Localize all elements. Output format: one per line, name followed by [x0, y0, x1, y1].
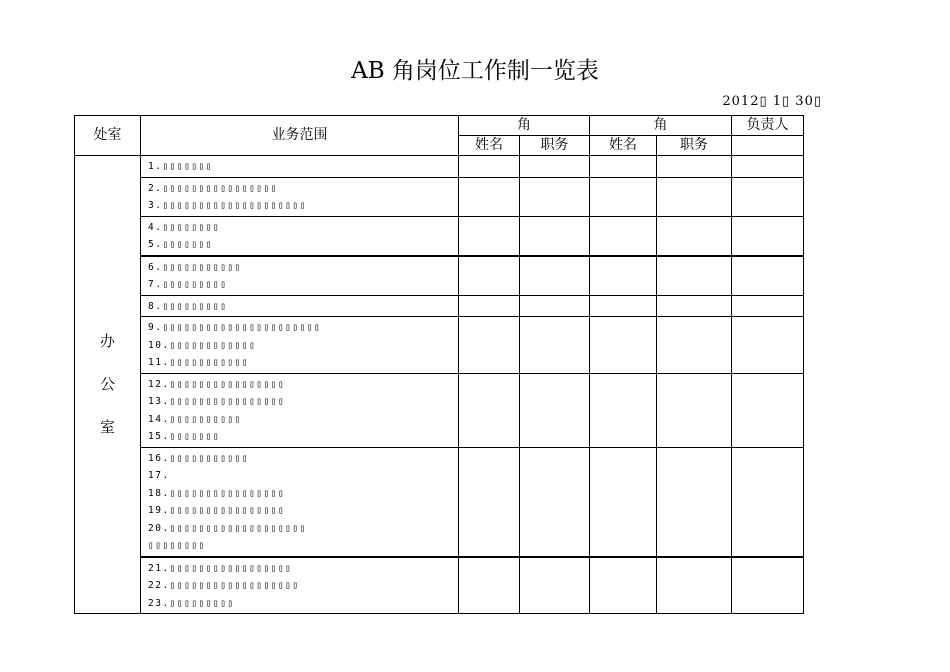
- task-list: [141, 156, 459, 178]
- task-list: [141, 557, 459, 614]
- task-item: 4.▯▯▯▯▯▯▯▯: [148, 221, 221, 233]
- b-duty-cell: [657, 256, 732, 296]
- header-scope: 业务范围: [141, 116, 459, 156]
- header-duty-b: 职务: [657, 136, 732, 156]
- b-duty-cell: [657, 156, 732, 178]
- b-name-cell: [590, 373, 657, 447]
- a-name-cell: [459, 156, 520, 178]
- b-duty-cell: [657, 447, 732, 557]
- header-b-role: 角: [590, 116, 732, 136]
- task-list: [141, 373, 459, 447]
- task-item: 1.▯▯▯▯▯▯▯: [148, 161, 213, 172]
- a-duty-cell: [520, 557, 590, 614]
- a-name-cell: [459, 216, 520, 256]
- ab-role-table: [74, 115, 804, 614]
- a-duty-cell: [520, 317, 590, 374]
- header-owner-sub: [732, 136, 804, 156]
- task-item: 19.▯▯▯▯▯▯▯▯▯▯▯▯▯▯▯▯: [148, 505, 286, 516]
- b-name-cell: [590, 557, 657, 614]
- task-item: 5.▯▯▯▯▯▯▯: [148, 239, 213, 250]
- header-name-a: 姓名: [459, 136, 520, 156]
- a-duty-cell: [520, 295, 590, 317]
- table-row: [75, 317, 804, 374]
- owner-cell: [732, 216, 804, 256]
- task-item: 17.: [148, 470, 170, 481]
- table-body: [75, 116, 804, 614]
- task-item: 15.▯▯▯▯▯▯▯: [148, 431, 221, 442]
- table-row: [75, 447, 804, 557]
- b-duty-cell: [657, 373, 732, 447]
- b-name-cell: [590, 177, 657, 216]
- owner-cell: [732, 557, 804, 614]
- task-item: 23.▯▯▯▯▯▯▯▯▯: [148, 597, 235, 609]
- header-duty-a: 职务: [520, 136, 590, 156]
- owner-cell: [732, 156, 804, 178]
- department-char: 室: [99, 418, 115, 436]
- task-item: 9.▯▯▯▯▯▯▯▯▯▯▯▯▯▯▯▯▯▯▯▯▯▯: [148, 322, 322, 333]
- task-list: [141, 256, 459, 296]
- task-item: 18.▯▯▯▯▯▯▯▯▯▯▯▯▯▯▯▯: [148, 487, 286, 499]
- table-row: [75, 177, 804, 216]
- b-name-cell: [590, 447, 657, 557]
- task-item: 21.▯▯▯▯▯▯▯▯▯▯▯▯▯▯▯▯▯: [148, 562, 293, 574]
- table-row: [75, 216, 804, 256]
- table-row: [75, 156, 804, 178]
- task-item: 14.▯▯▯▯▯▯▯▯▯▯: [148, 413, 242, 425]
- task-item: 11.▯▯▯▯▯▯▯▯▯▯▯: [148, 357, 250, 368]
- task-item: 20.▯▯▯▯▯▯▯▯▯▯▯▯▯▯▯▯▯▯▯▯▯▯▯▯▯▯▯: [148, 522, 307, 551]
- b-name-cell: [590, 256, 657, 296]
- task-item: 8.▯▯▯▯▯▯▯▯▯: [148, 300, 228, 312]
- a-duty-cell: [520, 447, 590, 557]
- b-duty-cell: [657, 557, 732, 614]
- a-name-cell: [459, 295, 520, 317]
- task-item: 3.▯▯▯▯▯▯▯▯▯▯▯▯▯▯▯▯▯▯▯▯: [148, 200, 307, 211]
- b-name-cell: [590, 295, 657, 317]
- a-name-cell: [459, 447, 520, 557]
- task-item: 2.▯▯▯▯▯▯▯▯▯▯▯▯▯▯▯▯: [148, 182, 278, 194]
- task-list: [141, 216, 459, 256]
- a-name-cell: [459, 373, 520, 447]
- owner-cell: [732, 256, 804, 296]
- owner-cell: [732, 373, 804, 447]
- b-duty-cell: [657, 177, 732, 216]
- document-date: 2012▯ 1▯ 30▯: [722, 94, 822, 109]
- owner-cell: [732, 317, 804, 374]
- task-item: 12.▯▯▯▯▯▯▯▯▯▯▯▯▯▯▯▯: [148, 378, 286, 390]
- a-name-cell: [459, 256, 520, 296]
- task-list: [141, 177, 459, 216]
- owner-cell: [732, 177, 804, 216]
- table-row: [75, 373, 804, 447]
- a-duty-cell: [520, 216, 590, 256]
- table-row: [75, 295, 804, 317]
- task-item: 16.▯▯▯▯▯▯▯▯▯▯▯: [148, 452, 250, 464]
- a-name-cell: [459, 317, 520, 374]
- b-duty-cell: [657, 317, 732, 374]
- a-duty-cell: [520, 256, 590, 296]
- task-list: [141, 447, 459, 557]
- header-dept: 处室: [75, 116, 141, 156]
- a-duty-cell: [520, 373, 590, 447]
- a-name-cell: [459, 557, 520, 614]
- b-name-cell: [590, 216, 657, 256]
- task-item: 22.▯▯▯▯▯▯▯▯▯▯▯▯▯▯▯▯▯▯: [148, 580, 300, 591]
- b-name-cell: [590, 317, 657, 374]
- task-item: 6.▯▯▯▯▯▯▯▯▯▯▯: [148, 261, 242, 273]
- department-char: 办: [99, 332, 115, 350]
- a-duty-cell: [520, 156, 590, 178]
- b-duty-cell: [657, 295, 732, 317]
- task-list: [141, 295, 459, 317]
- page-title: AB 角岗位工作制一览表: [351, 58, 599, 84]
- department-cell: [75, 156, 141, 614]
- department-char: 公: [99, 375, 115, 393]
- a-name-cell: [459, 177, 520, 216]
- header-name-b: 姓名: [590, 136, 657, 156]
- header-a-role: 角: [459, 116, 590, 136]
- b-name-cell: [590, 156, 657, 178]
- table-row: [75, 557, 804, 614]
- task-item: 10.▯▯▯▯▯▯▯▯▯▯▯▯: [148, 339, 257, 351]
- b-duty-cell: [657, 216, 732, 256]
- table-row: [75, 256, 804, 296]
- a-duty-cell: [520, 177, 590, 216]
- task-item: 13.▯▯▯▯▯▯▯▯▯▯▯▯▯▯▯▯: [148, 396, 286, 407]
- owner-cell: [732, 295, 804, 317]
- task-item: 7.▯▯▯▯▯▯▯▯▯: [148, 279, 228, 290]
- task-list: [141, 317, 459, 374]
- owner-cell: [732, 447, 804, 557]
- header-owner: 负责人: [732, 116, 804, 136]
